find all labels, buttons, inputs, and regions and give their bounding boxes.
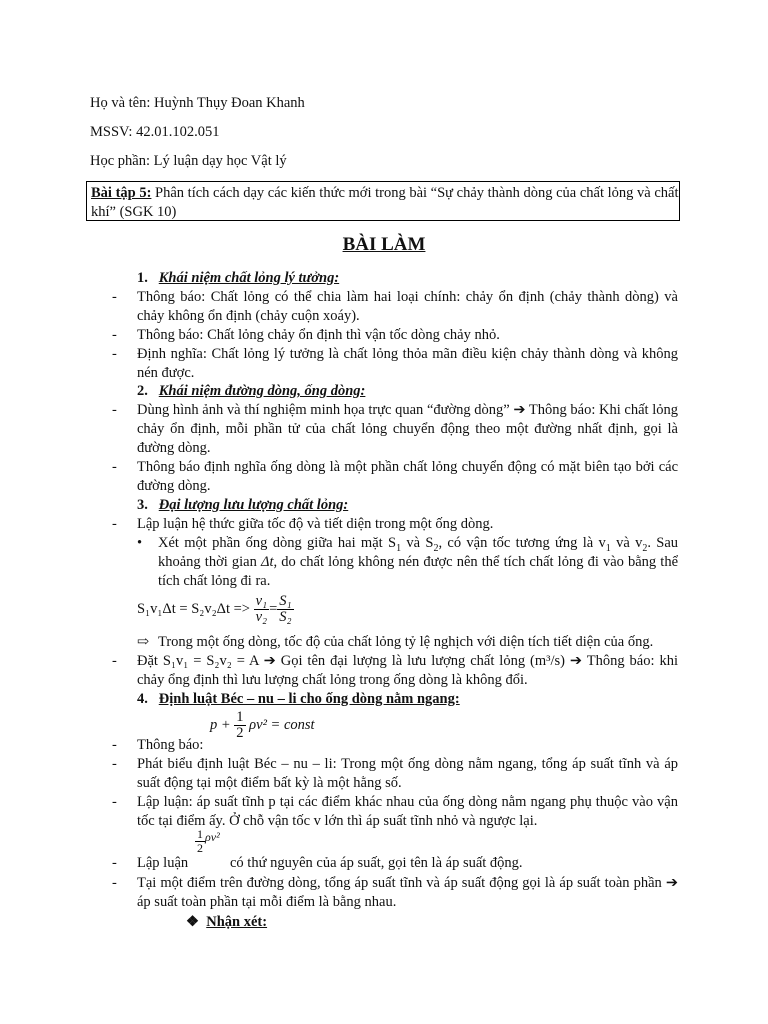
bullet-dash: - (112, 653, 117, 669)
task-box (86, 181, 680, 221)
bullet-dash: - (112, 516, 117, 532)
list-item: Thông báo: (137, 737, 204, 753)
bullet-dash: - (112, 737, 117, 753)
bullet-dash: - (112, 459, 117, 475)
student-id: MSSV: 42.01.102.051 (90, 124, 220, 140)
text-run: và S (401, 535, 434, 551)
continuity-equation: S₁v₁Δt = S₂v₂Δt => $\frac{\text{v₁}}{\text{v₂}}$ = $\frac{\text{S₁}}{\text{S₂}}$ (137, 593, 292, 625)
text-run: Xét một phần ống dòng giữa hai mặt S (158, 535, 397, 551)
section-4-number: 4. (137, 691, 148, 707)
section-4-heading (137, 690, 460, 709)
list-item: Đặt S₁v₁ = S₂v₂ = A ➔ Gọi tên đại lượng là lưu lượng chất lỏng (m³/s) ➔ Thông báo: khi chảy ổng định thì lưu lượng chất lỏng trong ống dòng là không đổi. (137, 653, 678, 688)
fraction-den: S₂ (279, 609, 292, 625)
bullet-dash: - (112, 289, 117, 305)
section-3-heading (137, 496, 348, 515)
list-item: Thông báo: Chất lỏng chảy ổn định thì vận tốc dòng chảy nhỏ. (137, 327, 500, 343)
text-run: và v (610, 535, 643, 551)
sub-bullet-dot: • (137, 535, 143, 551)
section-4-title: Định luật Béc – nu – li cho ống dòng nằm ngang: (158, 691, 460, 707)
bullet-dash: - (112, 327, 117, 343)
text-run: , do chất lỏng không nén được nên thể tích chất lỏng đi vào bằng thể tích chất lỏng đi ra. (158, 554, 679, 589)
section-1-heading (137, 269, 339, 288)
fraction-num: 1 (197, 827, 203, 841)
list-item: Thông báo: Chất lỏng có thể chia làm hai loại chính: chảy ổn định (chảy thành dòng) và chảy không ổn định (chảy cuộn xoáy). (137, 289, 678, 324)
fraction-s (277, 594, 293, 625)
equation-left: S₁v₁Δt = S₂v₂Δt => (137, 601, 250, 617)
task-text: Phân tích cách dạy các kiến thức mới trong bài “Sự chảy thành dòng của chất lỏng và chất khí” (SGK 10) (91, 185, 679, 220)
fraction-den: v₂ (255, 609, 268, 625)
formula-part: ρv² (205, 830, 220, 844)
fraction-den: 2 (236, 725, 244, 741)
list-item: Lập luận hệ thức giữa tốc độ và tiết diện trong một ống dòng. (137, 516, 494, 532)
formula-part: ρv² = const (249, 717, 315, 733)
list-item: Thông báo định nghĩa ống dòng là một phần chất lỏng chuyển động có mặt biên tạo bởi các đường dòng. (137, 459, 678, 494)
text-run: . Sau khoảng thời gian (158, 535, 679, 570)
bullet-dash: - (112, 875, 117, 891)
list-item: Định nghĩa: Chất lỏng lý tưởng là chất lỏng thỏa mãn điều kiện chảy thành dòng và không nén được. (137, 346, 678, 381)
fraction-half (195, 828, 205, 855)
diamond-bullet-icon: ❖ (186, 914, 199, 930)
student-name: Họ và tên: Huỳnh Thụy Đoan Khanh (90, 95, 305, 111)
page-title: BÀI LÀM (342, 234, 426, 255)
fraction-num: S₁ (279, 593, 292, 609)
sub-list-item: Xét một phần ống dòng giữa hai mặt $S_1$ và $S_2$, có vận tốc tương ứng là $v_1$ và $v_2$. Sau khoảng thời gian Δt, do chất lỏng không nén được nên thể tích chất lỏng đi vào bằng thể tích chất lỏng đi ra. (158, 535, 679, 589)
list-item: Tại một điểm trên đường dòng, tổng áp suất tĩnh và áp suất động gọi là áp suất toàn phần ➔ áp suất toàn phần tại mỗi điểm là bằng nhau. (137, 875, 678, 910)
list-item-label: Lập luận (137, 855, 189, 871)
section-3-number: 3. (137, 497, 148, 513)
fraction-den: 2 (197, 841, 203, 855)
list-item: Lập luận: áp suất tĩnh p tại các điểm khác nhau của ống dòng nằm ngang phụ thuộc vào vận tốc tại điểm ấy. Ở chỗ vận tốc v lớn thì áp suất tĩnh nhỏ và ngược lại. (137, 794, 678, 829)
task-label: Bài tập 5: (91, 185, 152, 201)
bullet-dash: - (112, 756, 117, 772)
formula-part: p + (210, 717, 231, 733)
list-item: Dùng hình ảnh và thí nghiệm minh họa trực quan “đường dòng” ➔ Thông báo: Khi chất lỏng chảy ổn định, mỗi phần tử của chất lỏng chuyển động theo một đường nhất định, gọi là đường dòng. (137, 402, 678, 456)
arrow-icon: ⇨ (137, 634, 150, 650)
bullet-dash: - (112, 346, 117, 362)
dynamic-pressure-formula (195, 828, 220, 855)
section-3-title: Đại lượng lưu lượng chất lỏng: (158, 497, 349, 513)
text-run: , có vận tốc tương ứng là v (438, 535, 606, 551)
section-1-title: Khái niệm chất lỏng lý tưởng: (158, 270, 340, 286)
fraction-num: v₁ (255, 593, 268, 609)
section-2-title: Khái niệm đường dòng, ống dòng: (158, 383, 366, 399)
bullet-dash: - (112, 794, 117, 810)
course-name: Học phần: Lý luận dạy học Vật lý (90, 153, 287, 169)
remark-heading (186, 913, 267, 932)
list-item: Phát biểu định luật Béc – nu – li: Trong một ống dòng nằm ngang, tổng áp suất tĩnh và áp suất động tại một điểm bất kỳ là một hằng số. (137, 756, 678, 791)
section-2-heading (137, 382, 365, 401)
bullet-dash: - (112, 855, 117, 871)
section-1-number: 1. (137, 270, 148, 286)
bullet-dash: - (112, 402, 117, 418)
section-2-number: 2. (137, 383, 148, 399)
list-item-text: có thứ nguyên của áp suất, gọi tên là áp suất động. (230, 855, 523, 871)
fraction-v (254, 594, 269, 625)
delta-t-symbol: Δt (260, 554, 274, 570)
remark-label: Nhận xét: (206, 914, 268, 930)
conclusion-text: Trong một ống dòng, tốc độ của chất lỏng tỷ lệ nghịch với diện tích tiết diện của ống. (158, 634, 654, 650)
fraction-num: 1 (236, 709, 244, 725)
